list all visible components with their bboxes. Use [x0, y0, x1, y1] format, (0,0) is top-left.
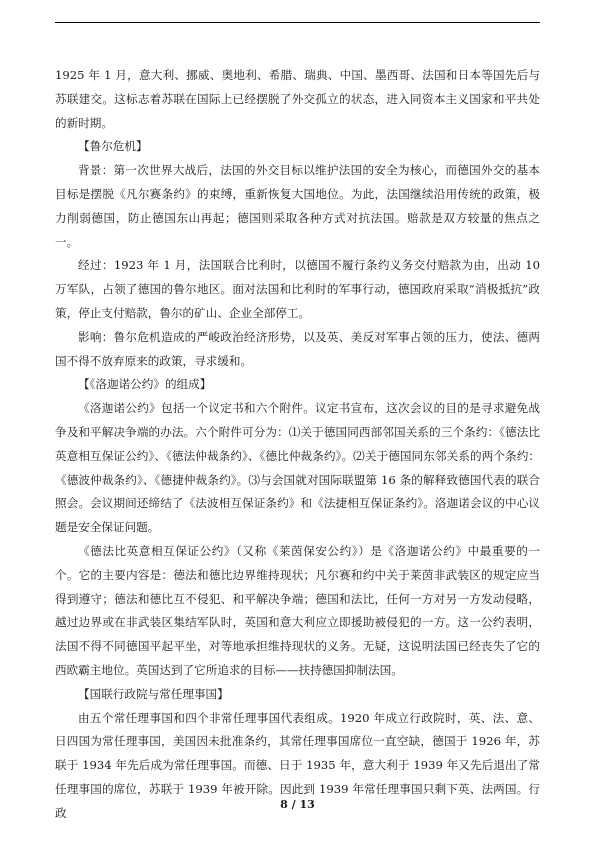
paragraph-locarno-composition: 《洛迦诺公约》包括一个议定书和六个附件。议定书宣布，这次会议的目的是寻求避免战争及和平解决争端的办法。六个附件可分为：⑴关于德国同西部邻国关系的三个条约：《德法比英意相互保证公约》、《德法仲裁条约》、《德比仲裁条约》。⑵关于德国同东邻关系的两个条约：《德波仲裁条约》、《德捷仲裁条约》。⑶与会国就对国际联盟第 16 条的解释致德国代表的联合照会。会议期间还缔结了《法波相互保证条约》和《法捷相互保证条约》。洛迦诺会议的中心议题是安全保证问题。: [55, 401, 540, 535]
header-rule: [55, 22, 540, 23]
paragraph-intro: 1925 年 1 月，意大利、挪威、奥地利、希腊、瑞典、中国、墨西哥、法国和日本等国先后与苏联建交。这标志着苏联在国际上已经摆脱了外交孤立的状态，进入同资本主义国家和平共处的新时期。: [55, 68, 540, 130]
section-heading-ruhr-crisis: 【鲁尔危机】: [78, 139, 148, 154]
paragraph-impact: 影响：鲁尔危机造成的严峻政治经济形势，以及英、美反对军事占领的压力，使法、德两国不得不放弃原来的政策，寻求缓和。: [55, 329, 540, 368]
paragraph-background: 背景：第一次世界大战后，法国的外交目标以维护法国的安全为核心，而德国外交的基本目标是摆脱《凡尔赛条约》的束缚，重新恢复大国地位。为此，法国继续沿用传统的政策，极力削弱德国，防止德国东山再起；德国则采取各种方式对抗法国。赔款是双方较量的焦点之一。: [55, 163, 540, 249]
section-heading-locarno: 【《洛迦诺公约》的组成】: [78, 377, 212, 392]
paragraph-league-council: 由五个常任理事国和四个非常任理事国代表组成。1920 年成立行政院时，英、法、意、日四国为常任理事国，美国因未批准条约，其常任理事国席位一直空缺，德国于 1926 年，苏联于 1934 年先后成为常任理事国。而德、日于 1935 年，意大利于 1939 年又先后退出了常任理事国的席位，苏联于 1939 年被开除。因此到 1939 年常任理事国只剩下英、法两国。行政: [55, 710, 540, 820]
paragraph-process: 经过：1923 年 1 月，法国联合比利时，以德国不履行条约义务交付赔款为由，出动 10 万军队，占领了德国的鲁尔地区。面对法国和比利时的军事行动，德国政府采取“消极抵抗”政策，停止支付赔款，鲁尔的矿山、企业全部停工。: [55, 258, 540, 320]
document-body: [55, 64, 540, 826]
paragraph-rhineland-pact: 《德法比英意相互保证公约》（又称《莱茵保安公约》）是《洛迦诺公约》中最重要的一个。它的主要内容是：德法和德比边界维持现状；凡尔赛和约中关于莱茵非武装区的规定应当得到遵守；德法和德比互不侵犯、和平解决争端；德国和法比，任何一方对另一方发动侵略，越过边界或在非武装区集结军队时，英国和意大利应立即援助被侵犯的一方。这一公约表明，法国不得不同德国平起平坐，对等地承担维持现状的义务。无疑，这说明法国已经丧失了它的西欧霸主地位。英国达到了它所追求的目标——扶持德国抑制法国。: [55, 543, 540, 677]
page-number: 8 / 13: [280, 798, 315, 811]
section-heading-league-council: 【国联行政院与常任理事国】: [78, 686, 229, 701]
